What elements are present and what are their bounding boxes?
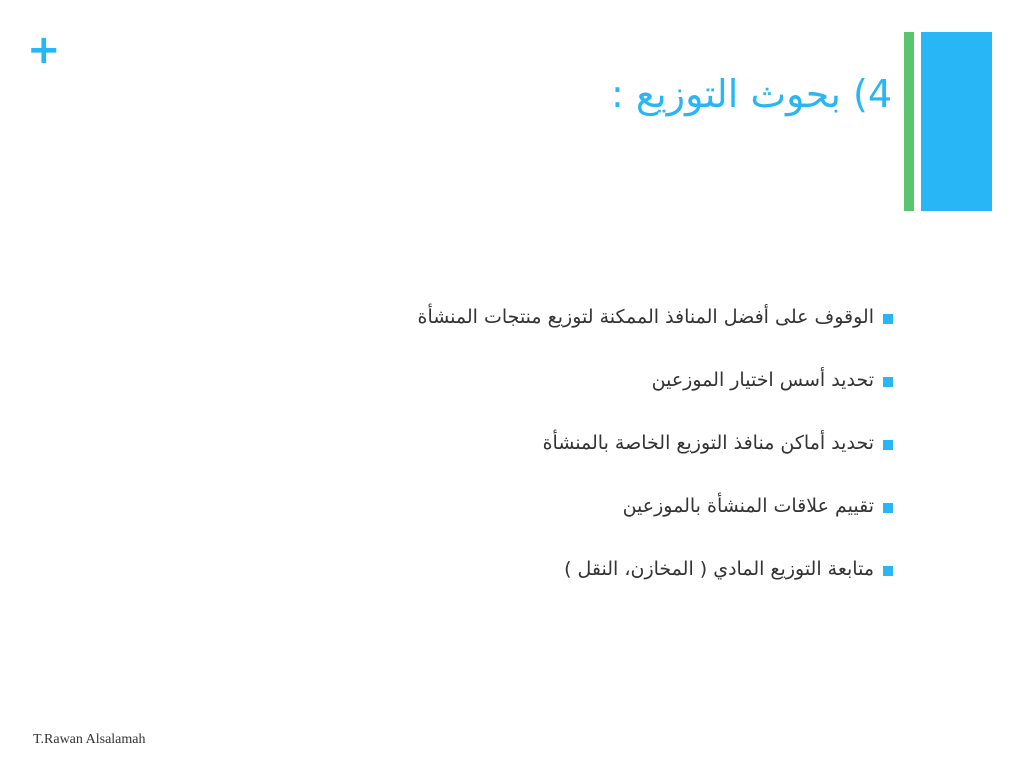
square-bullet-icon xyxy=(883,503,893,513)
slide-title: 4) بحوث التوزيع : xyxy=(611,72,892,116)
bullet-list xyxy=(417,285,893,600)
blue-accent-bar xyxy=(921,32,992,211)
square-bullet-icon xyxy=(883,566,893,576)
bullet-item xyxy=(417,348,893,411)
green-accent-bar xyxy=(904,32,914,211)
bullet-item xyxy=(417,474,893,537)
bullet-item xyxy=(417,537,893,600)
bullet-text: تحديد أسس اختيار الموزعين xyxy=(651,368,874,391)
bullet-item xyxy=(417,411,893,474)
bullet-item xyxy=(417,285,893,348)
bullet-text: تحديد أماكن منافذ التوزيع الخاصة بالمنشأة xyxy=(542,431,874,454)
bullet-text: تقييم علاقات المنشأة بالموزعين xyxy=(622,494,874,517)
square-bullet-icon xyxy=(883,314,893,324)
square-bullet-icon xyxy=(883,377,893,387)
plus-icon: + xyxy=(27,27,61,73)
bullet-text: الوقوف على أفضل المنافذ الممكنة لتوزيع منتجات المنشأة xyxy=(417,305,874,328)
bullet-text: متابعة التوزيع المادي ( المخازن، النقل ) xyxy=(564,557,874,580)
square-bullet-icon xyxy=(883,440,893,450)
footer-author: T.Rawan Alsalamah xyxy=(33,732,146,747)
